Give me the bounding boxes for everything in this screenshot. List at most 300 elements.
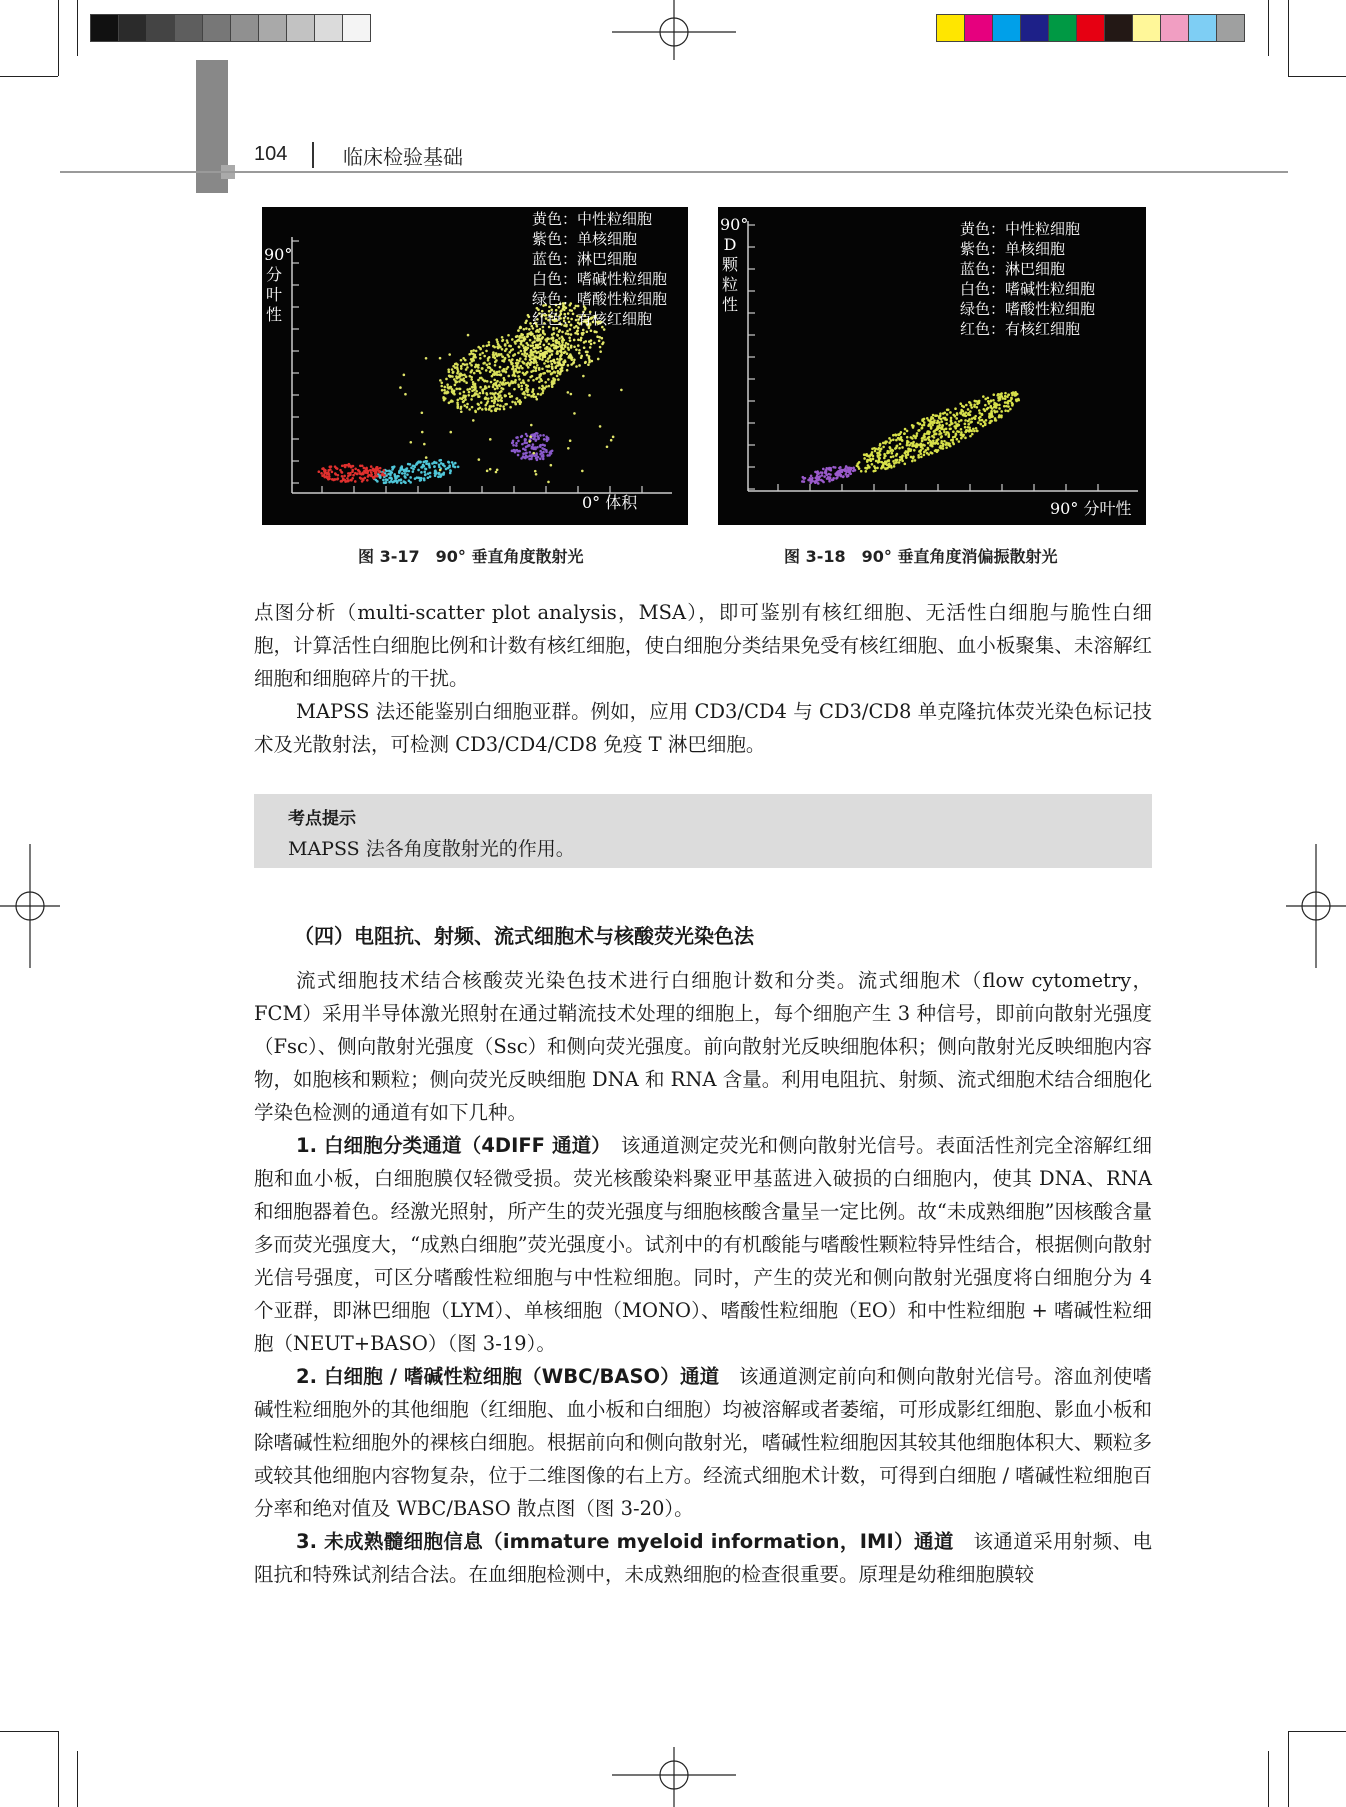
- scatter-dot: [452, 365, 455, 368]
- scatter-dot: [438, 466, 441, 469]
- scatter-dot: [456, 368, 459, 371]
- scatter-dot: [507, 375, 510, 378]
- scatter-dot: [425, 462, 428, 465]
- scatter-dot: [989, 405, 992, 408]
- scatter-dot: [470, 352, 473, 355]
- scatter-dot: [567, 364, 570, 367]
- scatter-dot: [945, 446, 948, 449]
- scatter-dot: [541, 443, 544, 446]
- scatter-dot: [573, 359, 576, 362]
- scatter-dot: [960, 428, 963, 431]
- scatter-dot: [352, 465, 355, 468]
- scatter-dot: [535, 452, 538, 455]
- scatter-dot: [552, 339, 555, 342]
- scatter-dot: [912, 425, 915, 428]
- scatter-dot: [501, 348, 504, 351]
- scatter-dot: [570, 333, 573, 336]
- scatter-dot: [420, 471, 423, 474]
- scatter-dot: [532, 347, 535, 350]
- scatter-dot: [557, 345, 560, 348]
- scatter-dot: [419, 477, 422, 480]
- scatter-dot: [345, 464, 348, 467]
- scatter-dot: [814, 481, 817, 484]
- scatter-dot: [903, 432, 906, 435]
- y-axis-label-char: 分: [265, 265, 282, 284]
- scatter-dot: [453, 389, 456, 392]
- scatter-dot: [901, 439, 904, 442]
- color-swatch: [1188, 14, 1217, 42]
- scatter-dot: [557, 378, 560, 381]
- scatter-dot: [521, 334, 524, 337]
- scatter-dot: [535, 432, 538, 435]
- scatter-dot: [499, 405, 502, 408]
- scatter-dot: [508, 351, 511, 354]
- scatter-dot: [466, 388, 469, 391]
- scatter-dot: [935, 439, 938, 442]
- scatter-dot: [511, 395, 514, 398]
- scatter-dot: [361, 480, 364, 483]
- paragraph-imi-text: 该通道采用射频、电阻抗和特殊试剂结合法。在血细胞检测中，未成熟细胞的检查很重要。原理是幼稚细胞膜较: [254, 1530, 1152, 1586]
- scatter-dot: [337, 474, 340, 477]
- paragraph-imi-channel: [254, 1525, 1152, 1591]
- scatter-dot: [916, 422, 919, 425]
- scatter-dot: [488, 366, 491, 369]
- scatter-dot: [975, 427, 978, 430]
- scatter-dot: [494, 361, 497, 364]
- scatter-dot: [536, 329, 539, 332]
- scatter-dot: [526, 391, 529, 394]
- scatter-dot: [960, 437, 963, 440]
- scatter-dot: [965, 404, 968, 407]
- scatter-dot: [395, 480, 398, 483]
- scatter-dot: [853, 468, 856, 471]
- scatter-dot: [821, 471, 824, 474]
- scatter-dot: [465, 375, 468, 378]
- scatter-dot: [463, 363, 466, 366]
- scatter-dot: [899, 459, 902, 462]
- scatter-dot: [568, 337, 571, 340]
- scatter-dot: [895, 439, 898, 442]
- scatter-dot: [512, 382, 515, 385]
- scatter-dot: [982, 395, 985, 398]
- scatter-dot: [464, 395, 467, 398]
- scatter-dot: [451, 368, 454, 371]
- scatter-dot: [992, 393, 995, 396]
- scatter-dot: [409, 441, 412, 444]
- scatter-dot: [556, 375, 559, 378]
- scatter-dot: [520, 435, 523, 438]
- scatter-dot: [857, 465, 860, 468]
- scatter-dot: [987, 407, 990, 410]
- scatter-dot: [522, 448, 525, 451]
- scatter-dot: [532, 362, 535, 365]
- scatter-dot: [486, 380, 489, 383]
- scatter-dot: [518, 399, 521, 402]
- scatter-dot: [545, 385, 548, 388]
- scatter-dot: [408, 470, 411, 473]
- scatter-dot: [936, 425, 939, 428]
- scatter-dot: [893, 465, 896, 468]
- scatter-dot: [942, 412, 945, 415]
- scatter-dot: [369, 469, 372, 472]
- exam-hint-text: MAPSS 法各角度散射光的作用。: [288, 838, 575, 860]
- scatter-dot: [546, 440, 549, 443]
- scatter-dot: [557, 334, 560, 337]
- section-heading: （四）电阻抗、射频、流式细胞术与核酸荧光染色法: [294, 924, 754, 948]
- scatter-dot: [502, 405, 505, 408]
- scatter-dot: [606, 446, 609, 449]
- scatter-dot: [542, 331, 545, 334]
- scatter-dot: [539, 453, 542, 456]
- scatter-dot: [543, 333, 546, 336]
- scatter-dot: [500, 373, 503, 376]
- scatter-dot: [956, 438, 959, 441]
- scatter-dot: [502, 339, 505, 342]
- scatter-dot: [880, 467, 883, 470]
- scatter-dot: [513, 388, 516, 391]
- scatter-dot: [517, 454, 520, 457]
- scatter-dot: [497, 396, 500, 399]
- scatter-dot: [522, 455, 525, 458]
- scatter-dot: [472, 419, 475, 422]
- scatter-dot: [569, 353, 572, 356]
- scatter-dot: [936, 450, 939, 453]
- scatter-dot: [499, 346, 502, 349]
- scatter-dot: [523, 362, 526, 365]
- scatter-dot: [463, 404, 466, 407]
- scatter-dot: [433, 465, 436, 468]
- scatter-dot: [366, 479, 369, 482]
- scatter-dot: [461, 379, 464, 382]
- scatter-dot: [529, 435, 532, 438]
- scatter-dot: [336, 467, 339, 470]
- scatter-dot: [435, 471, 438, 474]
- scatter-dot: [912, 457, 915, 460]
- scatter-dot: [556, 350, 559, 353]
- scatter-dot: [488, 408, 491, 411]
- scatter-dot: [911, 460, 914, 463]
- scatter-dot: [511, 362, 514, 365]
- scatter-dot: [410, 466, 413, 469]
- scatter-dot: [960, 419, 963, 422]
- scatter-dot: [921, 424, 924, 427]
- scatter-dot: [470, 398, 473, 401]
- scatter-dot: [560, 354, 563, 357]
- scatter-dot: [913, 444, 916, 447]
- scatter-dot: [326, 476, 329, 479]
- color-swatch: [1104, 14, 1133, 42]
- paragraph-imi-heading: 3. 未成熟髓细胞信息（immature myeloid information，IMI）通道: [296, 1530, 954, 1553]
- scatter-dot: [947, 444, 950, 447]
- scatter-dot: [930, 443, 933, 446]
- scatter-dot: [994, 417, 997, 420]
- scatter-dot: [539, 434, 542, 437]
- scatter-dot: [419, 479, 422, 482]
- scatter-dot: [964, 426, 967, 429]
- paragraph-wbc-baso-heading: 2. 白细胞 / 嗜碱性粒细胞（WBC/BASO）通道: [296, 1365, 720, 1388]
- scatter-dot: [512, 354, 515, 357]
- scatter-dot: [551, 383, 554, 386]
- scatter-dot: [901, 455, 904, 458]
- color-swatch: [1216, 14, 1245, 42]
- scatter-dot: [948, 424, 951, 427]
- scatter-dot: [867, 464, 870, 467]
- scatter-dot: [522, 379, 525, 382]
- scatter-dot: [479, 353, 482, 356]
- scatter-dot: [399, 386, 402, 389]
- scatter-dot: [481, 352, 484, 355]
- scatter-dot: [988, 402, 991, 405]
- scatter-dot: [559, 371, 562, 374]
- scatter-dot: [403, 470, 406, 473]
- scatter-dot: [492, 373, 495, 376]
- scatter-dot: [955, 425, 958, 428]
- scatter-dot: [518, 337, 521, 340]
- scatter-dot: [918, 429, 921, 432]
- scatter-dot: [989, 421, 992, 424]
- scatter-dot: [499, 366, 502, 369]
- scatter-dot: [406, 467, 409, 470]
- y-axis-label-char: 粒: [721, 275, 738, 294]
- scatter-dot: [382, 474, 385, 477]
- scatter-dot: [551, 372, 554, 375]
- scatter-dot: [586, 330, 589, 333]
- scatter-dot: [477, 346, 480, 349]
- scatter-dot: [354, 467, 357, 470]
- scatter-dot: [491, 369, 494, 372]
- scatter-dot: [405, 470, 408, 473]
- scatter-dot: [593, 330, 596, 333]
- scatter-dot: [529, 451, 532, 454]
- scatter-dot: [515, 436, 518, 439]
- scatter-dot: [817, 472, 820, 475]
- scatter-dot: [892, 460, 895, 463]
- scatter-dot: [528, 458, 531, 461]
- scatter-dot: [519, 365, 522, 368]
- scatter-dot: [928, 438, 931, 441]
- scatter-dot: [1007, 410, 1010, 413]
- scatter-dot: [829, 476, 832, 479]
- scatter-dot: [892, 434, 895, 437]
- scatter-dot: [1007, 394, 1010, 397]
- scatter-dot: [470, 378, 473, 381]
- scatter-dot: [500, 397, 503, 400]
- scatter-dot: [828, 480, 831, 483]
- scatter-dot: [996, 410, 999, 413]
- scatter-dot: [455, 381, 458, 384]
- scatter-dot: [404, 472, 407, 475]
- scatter-dot: [959, 412, 962, 415]
- scatter-dot: [374, 475, 377, 478]
- scatter-dot: [584, 340, 587, 343]
- scatter-dot: [530, 395, 533, 398]
- scatter-dot: [459, 375, 462, 378]
- scatter-dot: [452, 463, 455, 466]
- scatter-dot: [539, 445, 542, 448]
- scatter-dot: [386, 479, 389, 482]
- scatter-dot: [927, 442, 930, 445]
- scatter-dot: [537, 393, 540, 396]
- scatter-dot: [612, 436, 615, 439]
- scatter-dot: [905, 454, 908, 457]
- scatter-dot: [954, 421, 957, 424]
- scatter-dot: [578, 364, 581, 367]
- scatter-dot: [894, 433, 897, 436]
- scatter-dot: [546, 346, 549, 349]
- scatter-dot: [497, 393, 500, 396]
- scatter-dot: [814, 477, 817, 480]
- scatter-dot: [952, 430, 955, 433]
- scatter-dot: [573, 345, 576, 348]
- scatter-dot: [504, 343, 507, 346]
- scatter-dot: [876, 452, 879, 455]
- scatter-dot: [359, 472, 362, 475]
- scatter-dot: [546, 370, 549, 373]
- scatter-dot: [899, 443, 902, 446]
- scatter-dot: [473, 372, 476, 375]
- scatter-dot: [517, 329, 520, 332]
- scatter-dot: [903, 463, 906, 466]
- scatter-dot: [318, 470, 321, 473]
- scatter-dot: [990, 410, 993, 413]
- scatter-dot: [919, 452, 922, 455]
- scatter-dot: [526, 335, 529, 338]
- scatter-dot: [538, 334, 541, 337]
- scatter-dot: [575, 348, 578, 351]
- scatter-dot: [997, 393, 1000, 396]
- scatter-dot: [493, 370, 496, 373]
- scatter-dot: [915, 443, 918, 446]
- scatter-dot: [579, 339, 582, 342]
- scatter-dot: [520, 343, 523, 346]
- scatter-dot: [551, 367, 554, 370]
- scatter-dot: [383, 469, 386, 472]
- scatter-dot: [978, 409, 981, 412]
- legend-entry: 紫色：单核细胞: [532, 230, 638, 248]
- scatter-dot: [1004, 392, 1007, 395]
- scatter-dot: [507, 366, 510, 369]
- scatter-dot: [536, 377, 539, 380]
- scatter-dot: [888, 446, 891, 449]
- scatter-dot: [557, 370, 560, 373]
- scatter-dot: [597, 358, 600, 361]
- scatter-dot: [918, 443, 921, 446]
- scatter-dot: [423, 443, 426, 446]
- scatter-dot: [418, 460, 421, 463]
- scatter-dot: [327, 469, 330, 472]
- scatter-dot: [520, 388, 523, 391]
- scatter-dot: [448, 464, 451, 467]
- scatter-dot: [1004, 395, 1007, 398]
- scatter-dot: [476, 393, 479, 396]
- scatter-dot: [472, 349, 475, 352]
- scatter-dot: [931, 416, 934, 419]
- scatter-dot: [548, 350, 551, 353]
- scatter-dot: [458, 380, 461, 383]
- exam-hint-title: 考点提示: [288, 809, 356, 829]
- scatter-dot: [486, 364, 489, 367]
- scatter-dot: [485, 369, 488, 372]
- scatter-dot: [516, 359, 519, 362]
- scatter-dot: [487, 359, 490, 362]
- legend-entry: 红色：有核红细胞: [960, 320, 1081, 338]
- scatter-dot: [404, 476, 407, 479]
- scatter-dot: [932, 442, 935, 445]
- scatter-dot: [968, 401, 971, 404]
- scatter-dot: [956, 412, 959, 415]
- gray-swatch: [174, 14, 203, 42]
- scatter-dot: [449, 472, 452, 475]
- scatter-dot: [943, 431, 946, 434]
- scatter-dot: [906, 436, 909, 439]
- scatter-dot: [483, 355, 486, 358]
- scatter-dot: [478, 395, 481, 398]
- scatter-dot: [1009, 408, 1012, 411]
- scatter-dot: [530, 424, 533, 427]
- scatter-dot: [385, 474, 388, 477]
- scatter-dot: [954, 407, 957, 410]
- legend-entry: 绿色：嗜酸性粒细胞: [532, 290, 668, 308]
- scatter-dot: [512, 444, 515, 447]
- scatter-dot: [471, 386, 474, 389]
- gray-swatch: [286, 14, 315, 42]
- scatter-dot: [514, 403, 517, 406]
- legend-entry: 白色：嗜碱性粒细胞: [532, 270, 668, 288]
- scatter-dot: [886, 464, 889, 467]
- scatter-dot: [428, 464, 431, 467]
- scatter-dot: [548, 385, 551, 388]
- scatter-dot: [540, 350, 543, 353]
- scatter-dot: [850, 467, 853, 470]
- scatter-dot: [409, 476, 412, 479]
- scatter-dot: [540, 373, 543, 376]
- scatter-dot: [466, 363, 469, 366]
- scatter-dot: [531, 344, 534, 347]
- scatter-dot: [933, 421, 936, 424]
- scatter-dot: [951, 439, 954, 442]
- scatter-dot: [566, 352, 569, 355]
- scatter-dot: [835, 472, 838, 475]
- scatter-dot: [936, 428, 939, 431]
- scatter-dot: [347, 480, 350, 483]
- scatter-dot: [987, 397, 990, 400]
- scatter-dot: [524, 321, 527, 324]
- scatter-dot: [530, 349, 533, 352]
- scatter-dot: [898, 434, 901, 437]
- scatter-dot: [940, 435, 943, 438]
- scatter-dot: [503, 358, 506, 361]
- scatter-dot: [984, 404, 987, 407]
- scatter-dot: [535, 396, 538, 399]
- scatter-dot: [486, 470, 489, 473]
- scatter-dot: [485, 350, 488, 353]
- scatter-dot: [914, 459, 917, 462]
- scatter-dot: [901, 460, 904, 463]
- scatter-dot: [583, 346, 586, 349]
- legend-entry: 蓝色：淋巴细胞: [532, 250, 638, 268]
- scatter-dot: [1000, 416, 1003, 419]
- scatter-dot: [588, 394, 591, 397]
- scatter-dot: [493, 379, 496, 382]
- scatter-dot: [527, 379, 530, 382]
- scatter-dot: [912, 435, 915, 438]
- scatter-dot: [483, 380, 486, 383]
- scatter-dot: [365, 467, 368, 470]
- scatter-dot: [460, 365, 463, 368]
- scatter-dot: [511, 450, 514, 453]
- scatter-dot: [543, 362, 546, 365]
- scatter-dot: [447, 368, 450, 371]
